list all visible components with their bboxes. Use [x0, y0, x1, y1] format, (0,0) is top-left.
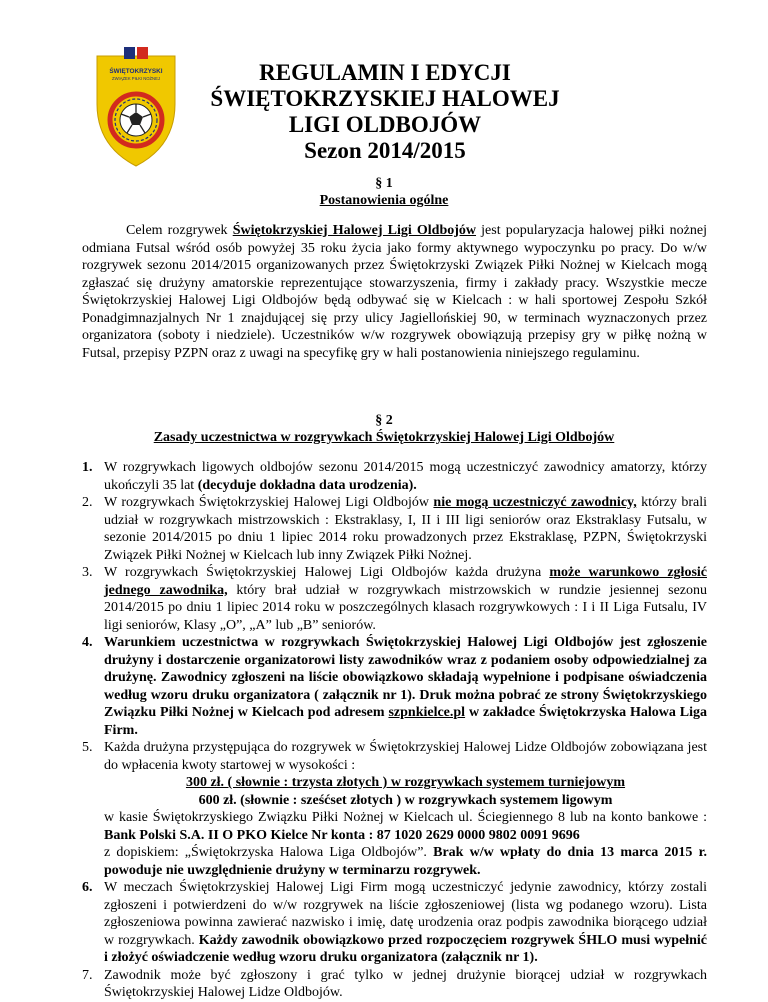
- logo-text-top: ŚWIĘTOKRZYSKI: [109, 68, 163, 75]
- flag-left: [124, 47, 135, 59]
- logo-text-bottom: ZWIĄZEK PIŁKI NOŻNEJ: [112, 76, 160, 81]
- rule-item: 2. W rozgrywkach Świętokrzyskiej Halowej Ligi Oldbojów nie mogą uczestniczyć zawodnicy, którzy brali udział w rozgrywkach mistrzowskich : Ekstraklasy, I, II i III ligi seniorów oraz Ekstraklasy Futsalu, w sezonie 2014/2015 po dniu 1 lipiec 2014 roku prowadzonych przez Ekstraklasę, PZPN, Świętokrzyski Związek Piłki Nożnej w Kielcach lub inny Związek Piłki Nożnej.: [82, 495, 707, 563]
- document-title: [180, 60, 590, 164]
- szpn-logo: [95, 46, 177, 168]
- rule-item: 5. Każda drużyna przystępująca do rozgrywek w Świętokrzyskiej Halowej Lidze Oldbojów zobowiązana jest do wpłacenia kwoty startowej w wysokości : 300 zł. ( słownie : trzysta złotych ) w rozgrywkach systemem turniejowym 600 zł. (słownie : sześćset złotych ) w rozgrywkach systemem ligowym w kasie Świętokrzyskiego Związku Piłki Nożnej w Kielcach ul. Ściegiennego 8 lub na konto bankowe : Bank Polski S.A. II O PKO Kielce Nr konta : 87 1020 2629 0000 9802 0091 9696 z dopiskiem: „Świętokrzyska Halowa Liga Oldbojów”. Brak w/w wpłaty do dnia 13 marca 2015 r. powoduje nie uwzględnienie drużyny w terminarzu rozgrywek.: [82, 740, 708, 878]
- rule-item: 7. Zawodnik może być zgłoszony i grać tylko w jednej drużynie biorącej udział w rozgrywkach Świętokrzyskiej Halowej Lidze Oldbojów.: [82, 967, 707, 1000]
- league-name: Świętokrzyskiej Halowej Ligi Oldbojów: [232, 223, 477, 238]
- flag-right: [137, 47, 148, 59]
- payment-deadline: Brak w/w wpłaty do dnia 13 marca 2015 r. powoduje nie uwzględnienie drużyny w terminarzu rozgrywek.: [104, 845, 708, 878]
- section-2-heading: Zasady uczestnictwa w rozgrywkach Świętokrzyskiej Halowej Ligi Oldbojów: [153, 430, 615, 445]
- rule-item: 1. W rozgrywkach ligowych oldbojów sezonu 2014/2015 mogą uczestniczyć zawodnicy amatorzy, którzy ukończyli 35 lat (decyduje dokładna data urodzenia).: [82, 460, 707, 493]
- rules-list: [82, 459, 707, 1002]
- section-1-paragraph: Celem rozgrywek Świętokrzyskiej Halowej Ligi Oldbojów jest popularyzacja halowej piłki nożnej odmiana Futsal wśród osób powyżej 35 roku życia jako formy aktywnego wypoczynku po pracy. Do w/w rozgrywek sezonu 2014/2015 organizowanych przez Świętokrzyski Związek Piłki Nożnej w Kielcach mogą zgłaszać się drużyny amatorskie reprezentujące stowarzyszenia, firmy i zakłady pracy. Wszystkie mecze Świętokrzyskiej Halowej Ligi Oldbojów będą odbywać się w Kielcach : w hali sportowej Zespołu Szkół Ponadgimnazjalnych Nr 1 znajdującej się przy ulicy Jagiellońskiej 90, w terminach wyznaczonych przez organizatora (soboty i niedziele). Uczestników w/w rozgrywek obowiązują przepisy gry w piłkę nożną w Futsal, przepisy PZPN oraz z uwagi na specyfikę gry w hali postanowienia niniejszego regulaminu.: [82, 223, 707, 361]
- title-line-2: ŚWIĘTOKRZYSKIEJ HALOWEJ: [210, 86, 560, 111]
- bank-account: Bank Polski S.A. II O PKO Kielce Nr konta : 87 1020 2629 0000 9802 0091 9696: [104, 827, 580, 843]
- fee-tournament: 300 zł. ( słownie : trzysta złotych ) w rozgrywkach systemem turniejowym: [185, 775, 626, 790]
- section-1-heading: Postanowienia ogólne: [319, 193, 449, 208]
- section-2-number: § 2: [375, 413, 393, 428]
- title-line-3: LIGI OLDBOJÓW: [288, 112, 482, 137]
- website-link[interactable]: szpnkielce.pl: [388, 705, 466, 720]
- title-line-4: Sezon 2014/2015: [304, 138, 466, 163]
- fee-league: 600 zł. (słownie : sześćset złotych ) w rozgrywkach systemem ligowym: [198, 792, 613, 808]
- rule-item: 4. Warunkiem uczestnictwa w rozgrywkach Świętokrzyskiej Halowej Ligi Oldbojów jest zgłoszenie drużyny i dostarczenie organizatorowi listy zawodników wraz z podaniem osoby odpowiedzialnej za drużynę. Zawodnicy zgłoszeni na liście obowiązkowo składają wypełnione i podpisane oświadczenia według wzoru druku organizatora ( załącznik nr 1). Druk można pobrać ze strony Świętokrzyskiego Związku Piłki Nożnej w Kielcach pod adresem szpnkielce.pl w zakładce Świętokrzyska Halowa Liga Firm.: [82, 635, 707, 738]
- rule-item: 3. W rozgrywkach Świętokrzyskiej Halowej Ligi Oldbojów każda drużyna może warunkowo zgłosić jednego zawodnika, który brał udział w rozgrywkach mistrzowskich w rundzie jesiennej sezonu 2014/2015 po dniu 1 lipiec 2014 roku w poszczególnych klasach rozgrywkowych : I i II Liga Futsalu, IV ligi seniorów, Klasy „O”, „A” lub „B” seniorów.: [82, 565, 708, 633]
- section-1-number: § 1: [375, 176, 393, 191]
- title-line-1: REGULAMIN I EDYCJI: [259, 60, 511, 85]
- rule-item: 6. W meczach Świętokrzyskiej Halowej Ligi Firm mogą uczestniczyć jedynie zawodnicy, którzy zostali zgłoszeni i potwierdzeni do w/w rozgrywek na liście zgłoszeniowej (lista wg podanego wzoru). Lista zgłoszeniowa powinna zawierać nazwisko i imię, datę urodzenia oraz podpis zawodnika biorącego udział w rozgrywkach. Każdy zawodnik obowiązkowo przed rozpoczęciem rozgrywek ŚHLO musi wypełnić i złożyć oświadczenie według wzoru druku organizatora (załącznik nr 1).: [82, 880, 707, 965]
